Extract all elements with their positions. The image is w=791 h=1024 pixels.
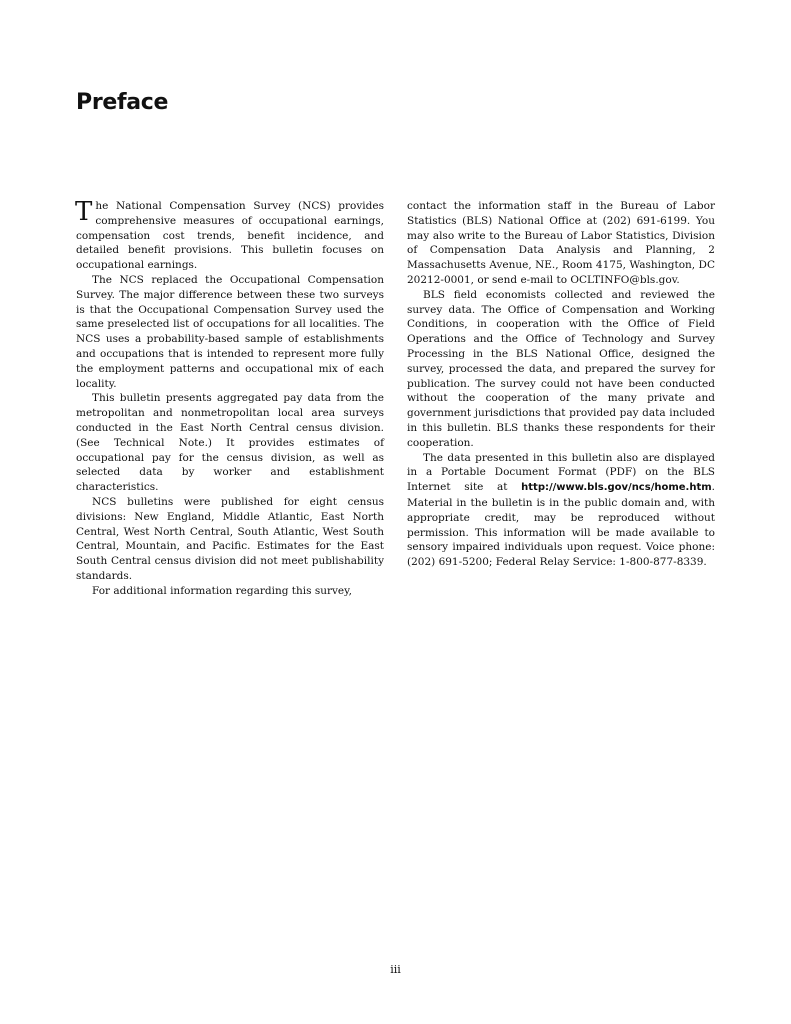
page-title: Preface — [76, 90, 169, 115]
drop-cap: T — [75, 197, 93, 227]
bls-website-link[interactable]: http://www.bls.gov/ncs/home.htm — [521, 482, 712, 494]
paragraph-census-divisions: NCS bulletins were published for eight census divisions: New England, Middle Atlantic, East North Central, West North Central, South Atlantic, West South Central, Mountain, and Pacific. Estimates for the East South Central census division did not meet publishability standards. — [76, 495, 384, 582]
pdf-text-after: . Material in the bulletin is in the public domain and, with appropriate credit, may be reproduced without permission. This information will be made available to sensory impaired individuals upon request. Voice phone: (202) 691-5200; Federal Relay Service: 1-800-877-8339. — [407, 481, 715, 569]
right-column — [407, 199, 715, 570]
page-number: iii — [390, 963, 401, 976]
paragraph-field-economists: BLS field economists collected and reviewed the survey data. The Office of Compensation and Working Conditions, in cooperation with the Office of Field Operations and the Office of Technology and Survey Processing in the BLS National Office, designed the survey, processed the data, and prepared the survey for publication. The survey could not have been conducted without the cooperation of the many private and government jurisdictions that provided pay data included in this bulletin. BLS thanks these respondents for their cooperation. — [407, 288, 715, 449]
paragraph-bulletin-presents: This bulletin presents aggregated pay data from the metropolitan and nonmetropolitan local area surveys conducted in the East North Central census division. (See Technical Note.) It provides estimates of occupational pay for the census division, as well as selected data by worker and establishment characteristics. — [76, 392, 384, 494]
paragraph-pdf-availability — [407, 451, 715, 570]
paragraph-intro-text: he National Compensation Survey (NCS) provides comprehensive measures of occupational earnings, compensation cost trends, benefit incidence, and detailed benefit provisions. This bulletin focuses on occupational earnings. — [76, 200, 384, 272]
paragraph-ncs-replaced: The NCS replaced the Occupational Compensation Survey. The major difference between these two surveys is that the Occupational Compensation Survey used the same preselected list of occupations for all localities. The NCS uses a probability-based sample of establishments and occupations that is intended to represent more fully the employment patterns and occupational mix of each locality. — [76, 273, 384, 390]
paragraph-intro — [76, 199, 384, 273]
left-column — [76, 199, 384, 599]
paragraph-additional-info-start: For additional information regarding this survey, — [92, 584, 353, 597]
paragraph-additional-info-cont: contact the information staff in the Bureau of Labor Statistics (BLS) National Office at (202) 691-6199. You may also write to the Bureau of Labor Statistics, Division of Compensation Data Analysis and Planning, 2 Massachusetts Avenue, NE., Room 4175, Washington, DC 20212-0001, or send e-mail to OCLTINFO@bls.gov. — [407, 200, 715, 286]
pdf-text-before: The data presented in this bulletin also are displayed in a Portable Document Format (PDF) on the BLS Internet site at — [407, 451, 715, 494]
